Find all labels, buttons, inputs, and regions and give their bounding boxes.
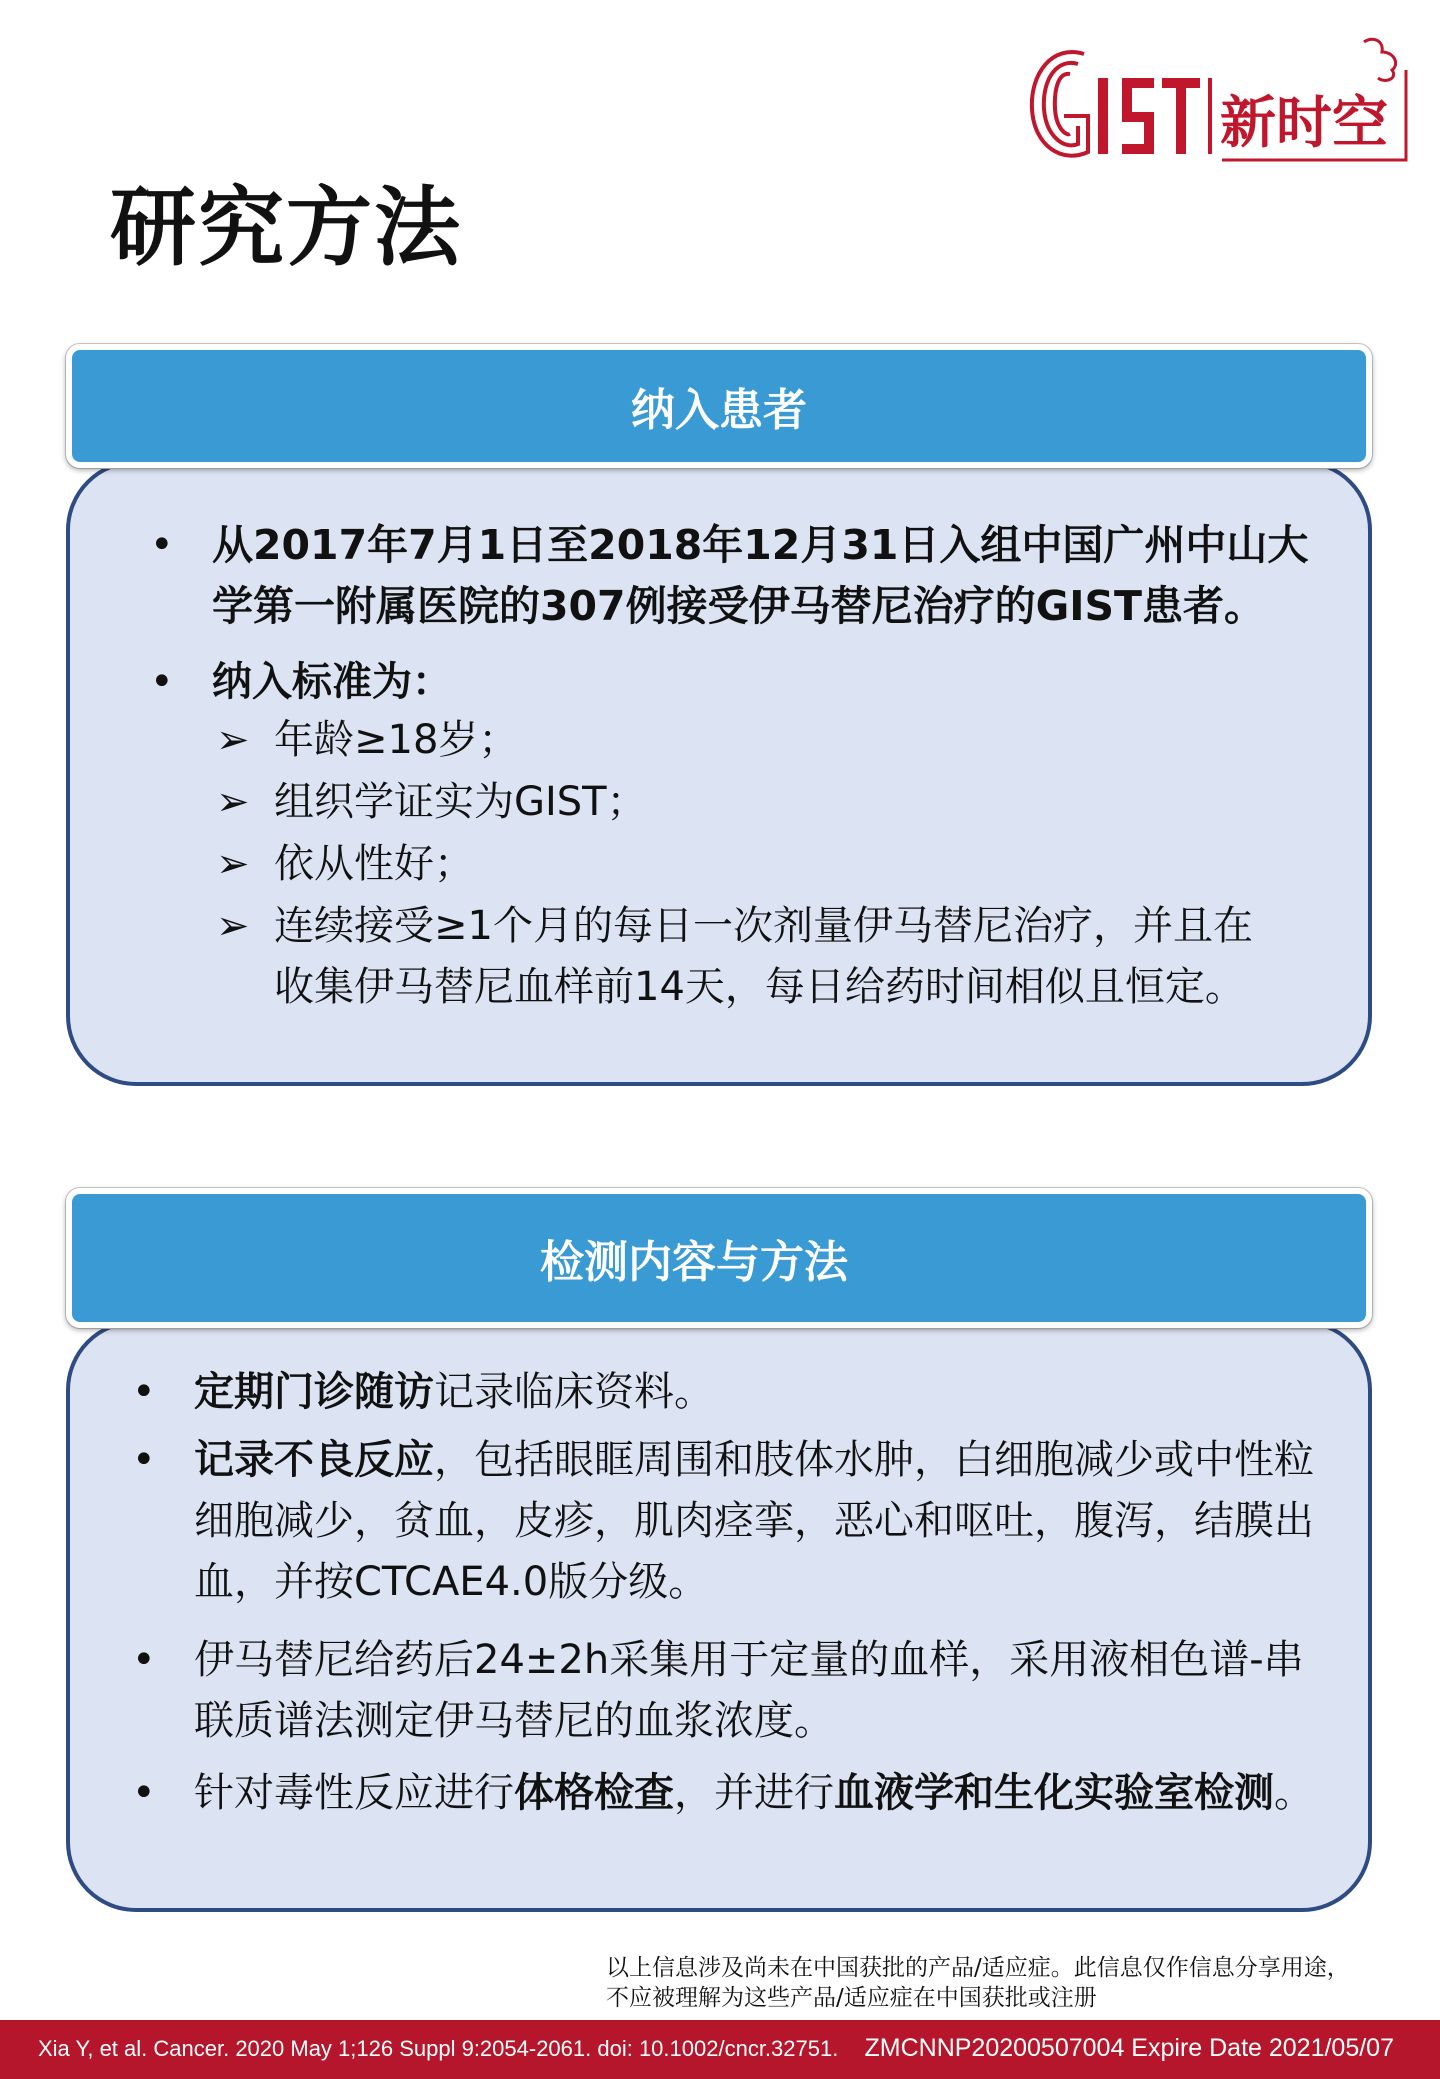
- disclaimer: [606, 1953, 1406, 2013]
- gist-logo: [1022, 34, 1410, 176]
- arrow-icon: ➢: [216, 841, 250, 887]
- emphasis: 定期门诊随访: [194, 1369, 434, 1415]
- criteria-heading: 纳入标准为：: [212, 659, 452, 705]
- bullet-icon: •: [150, 522, 174, 568]
- list-item-text: [194, 1362, 1334, 1423]
- methods-header-label: 检测内容与方法: [540, 1237, 848, 1288]
- inclusion-header-label: 纳入患者: [631, 385, 807, 436]
- list-item-text: [194, 1763, 1334, 1824]
- plain-text: 记录临床资料。: [434, 1369, 714, 1415]
- bullet-icon: •: [132, 1437, 156, 1483]
- logo-text: 新时空: [1220, 91, 1388, 156]
- citation: Xia Y, et al. Cancer. 2020 May 1;126 Suppl 9:2054-2061. doi: 10.1002/cncr.32751.: [38, 2036, 839, 2061]
- emphasis: 记录不良反应: [194, 1437, 434, 1483]
- emphasis: 血液学和生化实验室检测: [834, 1770, 1274, 1816]
- document-code: ZMCNNP20200507004 Expire Date 2021/05/07: [864, 2034, 1394, 2062]
- criteria-text: 年龄≥18岁；: [274, 717, 519, 763]
- methods-header: [66, 1188, 1372, 1328]
- emphasis: 体格检查: [514, 1770, 674, 1816]
- bullet-icon: •: [150, 659, 174, 705]
- bullet-icon: •: [132, 1369, 156, 1415]
- page-title: 研究方法: [110, 178, 462, 278]
- bullet-icon: •: [132, 1770, 156, 1816]
- plain-text: ，并进行: [674, 1770, 834, 1816]
- criteria-text: 连续接受≥1个月的每日一次剂量伊马替尼治疗，并且在收集伊马替尼血样前14天，每日给药时间相似且恒定。: [274, 903, 1253, 1010]
- footer-bar: [0, 2020, 1440, 2079]
- inclusion-header: [66, 344, 1372, 468]
- plain-text: 针对毒性反应进行: [194, 1770, 514, 1816]
- bullet-icon: •: [132, 1637, 156, 1683]
- list-item-text: [194, 1430, 1334, 1613]
- plain-text: 。: [1274, 1770, 1314, 1816]
- arrow-icon: ➢: [216, 779, 250, 825]
- gist-logo-graphic: [1022, 34, 1410, 176]
- criteria-text: 组织学证实为GIST；: [274, 779, 647, 825]
- arrow-icon: ➢: [216, 717, 250, 763]
- list-item-text: 伊马替尼给药后24±2h采集用于定量的血样，采用液相色谱-串联质谱法测定伊马替尼的血浆浓度。: [194, 1637, 1304, 1744]
- plain-text: ，包括眼眶周围和肢体水肿，白细胞减少或中性粒细胞减少，贫血，皮疹，肌肉痉挛，恶心和呕吐，腹泻，结膜出血，并按CTCAE4.0版分级。: [194, 1437, 1314, 1605]
- criteria-text: 依从性好；: [274, 841, 474, 887]
- disclaimer-line: 不应被理解为这些产品/适应症在中国获批或注册: [606, 1985, 1097, 2011]
- list-item-text: 从2017年7月1日至2018年12月31日入组中国广州中山大学第一附属医院的307例接受伊马替尼治疗的GIST患者。: [212, 521, 1309, 630]
- arrow-icon: ➢: [216, 903, 250, 949]
- disclaimer-line: 以上信息涉及尚未在中国获批的产品/适应症。此信息仅作信息分享用途，: [606, 1955, 1350, 1981]
